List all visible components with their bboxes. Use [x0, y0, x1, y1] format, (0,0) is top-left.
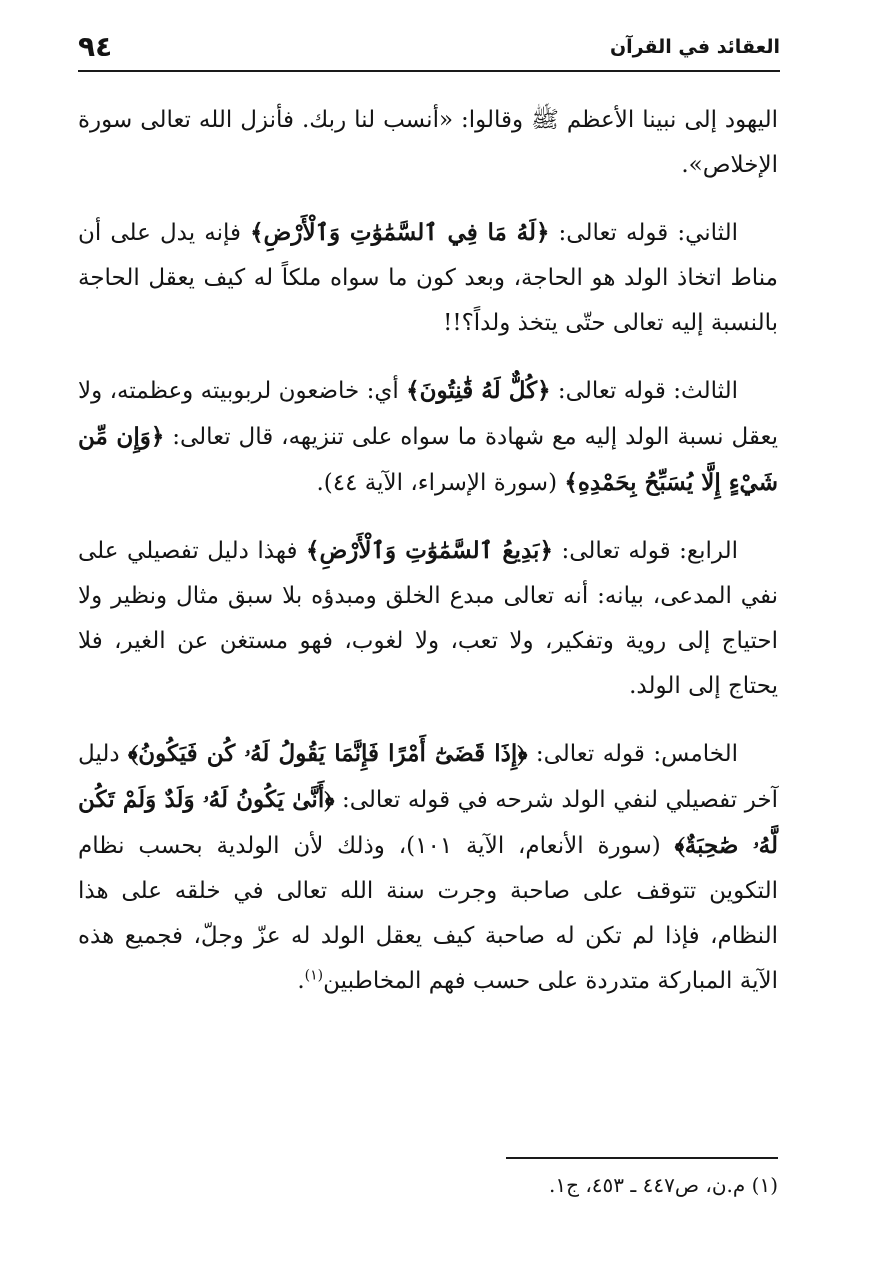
paragraph-continuation [78, 98, 778, 188]
footnote-marker[interactable]: (١) [304, 967, 324, 984]
running-title: العقائد في القرآن [609, 36, 780, 58]
paragraph-end: . [297, 968, 305, 994]
paragraph-second-point [78, 210, 778, 346]
paragraph-text: فهذا دليل تفصيلي على نفي المدعى، بيانه: أنه تعالى مبدع الخلق ومبدؤه بلا سبق مثال ونظير ولا احتياج إلى روية وتفكير، ولا تعب، ولا لغوب، فهو مستغن عن الغير، فلا يحتاج إلى الولد. [78, 538, 778, 699]
footnote-divider [506, 1157, 778, 1159]
paragraph-text: (سورة الأنعام، الآية ١٠١)، وذلك لأن الولدية بحسب نظام التكوين تتوقف على صاحبة وجرت سنة الله تعالى في خلقه على هذا النظام، فإذا لم تكن له صاحبة كيف يعقل الولد له عزّ وجلّ، فجميع هذه الآية المباركة متدردة على حسب فهم المخاطبين [78, 833, 778, 994]
paragraph-fourth-point [78, 528, 778, 709]
paragraph-text: اليهود إلى نبينا الأعظم ﷺ وقالوا: «أنسب لنا ربك. فأنزل الله تعالى سورة الإخلاص». [78, 107, 778, 178]
paragraph-text: أي: خاضعون لربوبيته وعظمته، ولا يعقل نسبة الولد إليه مع شهادة ما سواه على تنزيهه، قال تعالى: [78, 378, 778, 450]
quran-verse: ﴿لَهُ مَا فِي ٱلسَّمَٰوَٰتِ وَٱلْأَرْضِ﴾ [250, 219, 550, 246]
paragraph-lead: الرابع: قوله تعالى: [552, 538, 738, 564]
running-header [78, 30, 780, 72]
footnote: (١) م.ن، ص٤٤٧ ـ ٤٥٣، ج١. [548, 1173, 778, 1197]
paragraph-lead: الثاني: قوله تعالى: [549, 220, 739, 246]
body-text [78, 98, 778, 1026]
paragraph-lead: الثالث: قوله تعالى: [550, 378, 738, 404]
paragraph-fifth-point [78, 731, 778, 1004]
quran-verse: ﴿إِذَا قَضَىٰٓ أَمْرًا فَإِنَّمَا يَقُولُ لَهُۥ كُن فَيَكُونُ﴾ [128, 740, 528, 767]
quran-verse: ﴿بَدِيعُ ٱلسَّمَٰوَٰتِ وَٱلْأَرْضِ﴾ [305, 537, 553, 564]
paragraph-text: دليل آخر تفصيلي لنفي الولد شرحه في قوله تعالى: [78, 741, 779, 813]
paragraph-text: فإنه يدل على أن مناط اتخاذ الولد هو الحاجة، وبعد كون ما سواه ملكاً له كيف يعقل الحاجة بالنسبة إليه تعالى حتّى يتخذ ولداً؟!! [78, 220, 778, 336]
paragraph-text: (سورة الإسراء، الآية ٤٤). [316, 470, 565, 496]
quran-verse: ﴿وَإِن مِّن شَيْءٍ إِلَّا يُسَبِّحُ بِحَمْدِهِ﴾ [78, 423, 778, 496]
paragraph-third-point [78, 368, 778, 506]
quran-verse: ﴿كُلٌّ لَهُ قَٰنِتُونَ﴾ [406, 377, 551, 404]
paragraph-lead: الخامس: قوله تعالى: [527, 741, 738, 767]
page-number: ٩٤ [78, 30, 113, 63]
quran-verse: ﴿أَنَّىٰ يَكُونُ لَهُۥ وَلَدٌ وَلَمْ تَكُن لَّهُۥ صَٰحِبَةٌ﴾ [78, 786, 778, 859]
